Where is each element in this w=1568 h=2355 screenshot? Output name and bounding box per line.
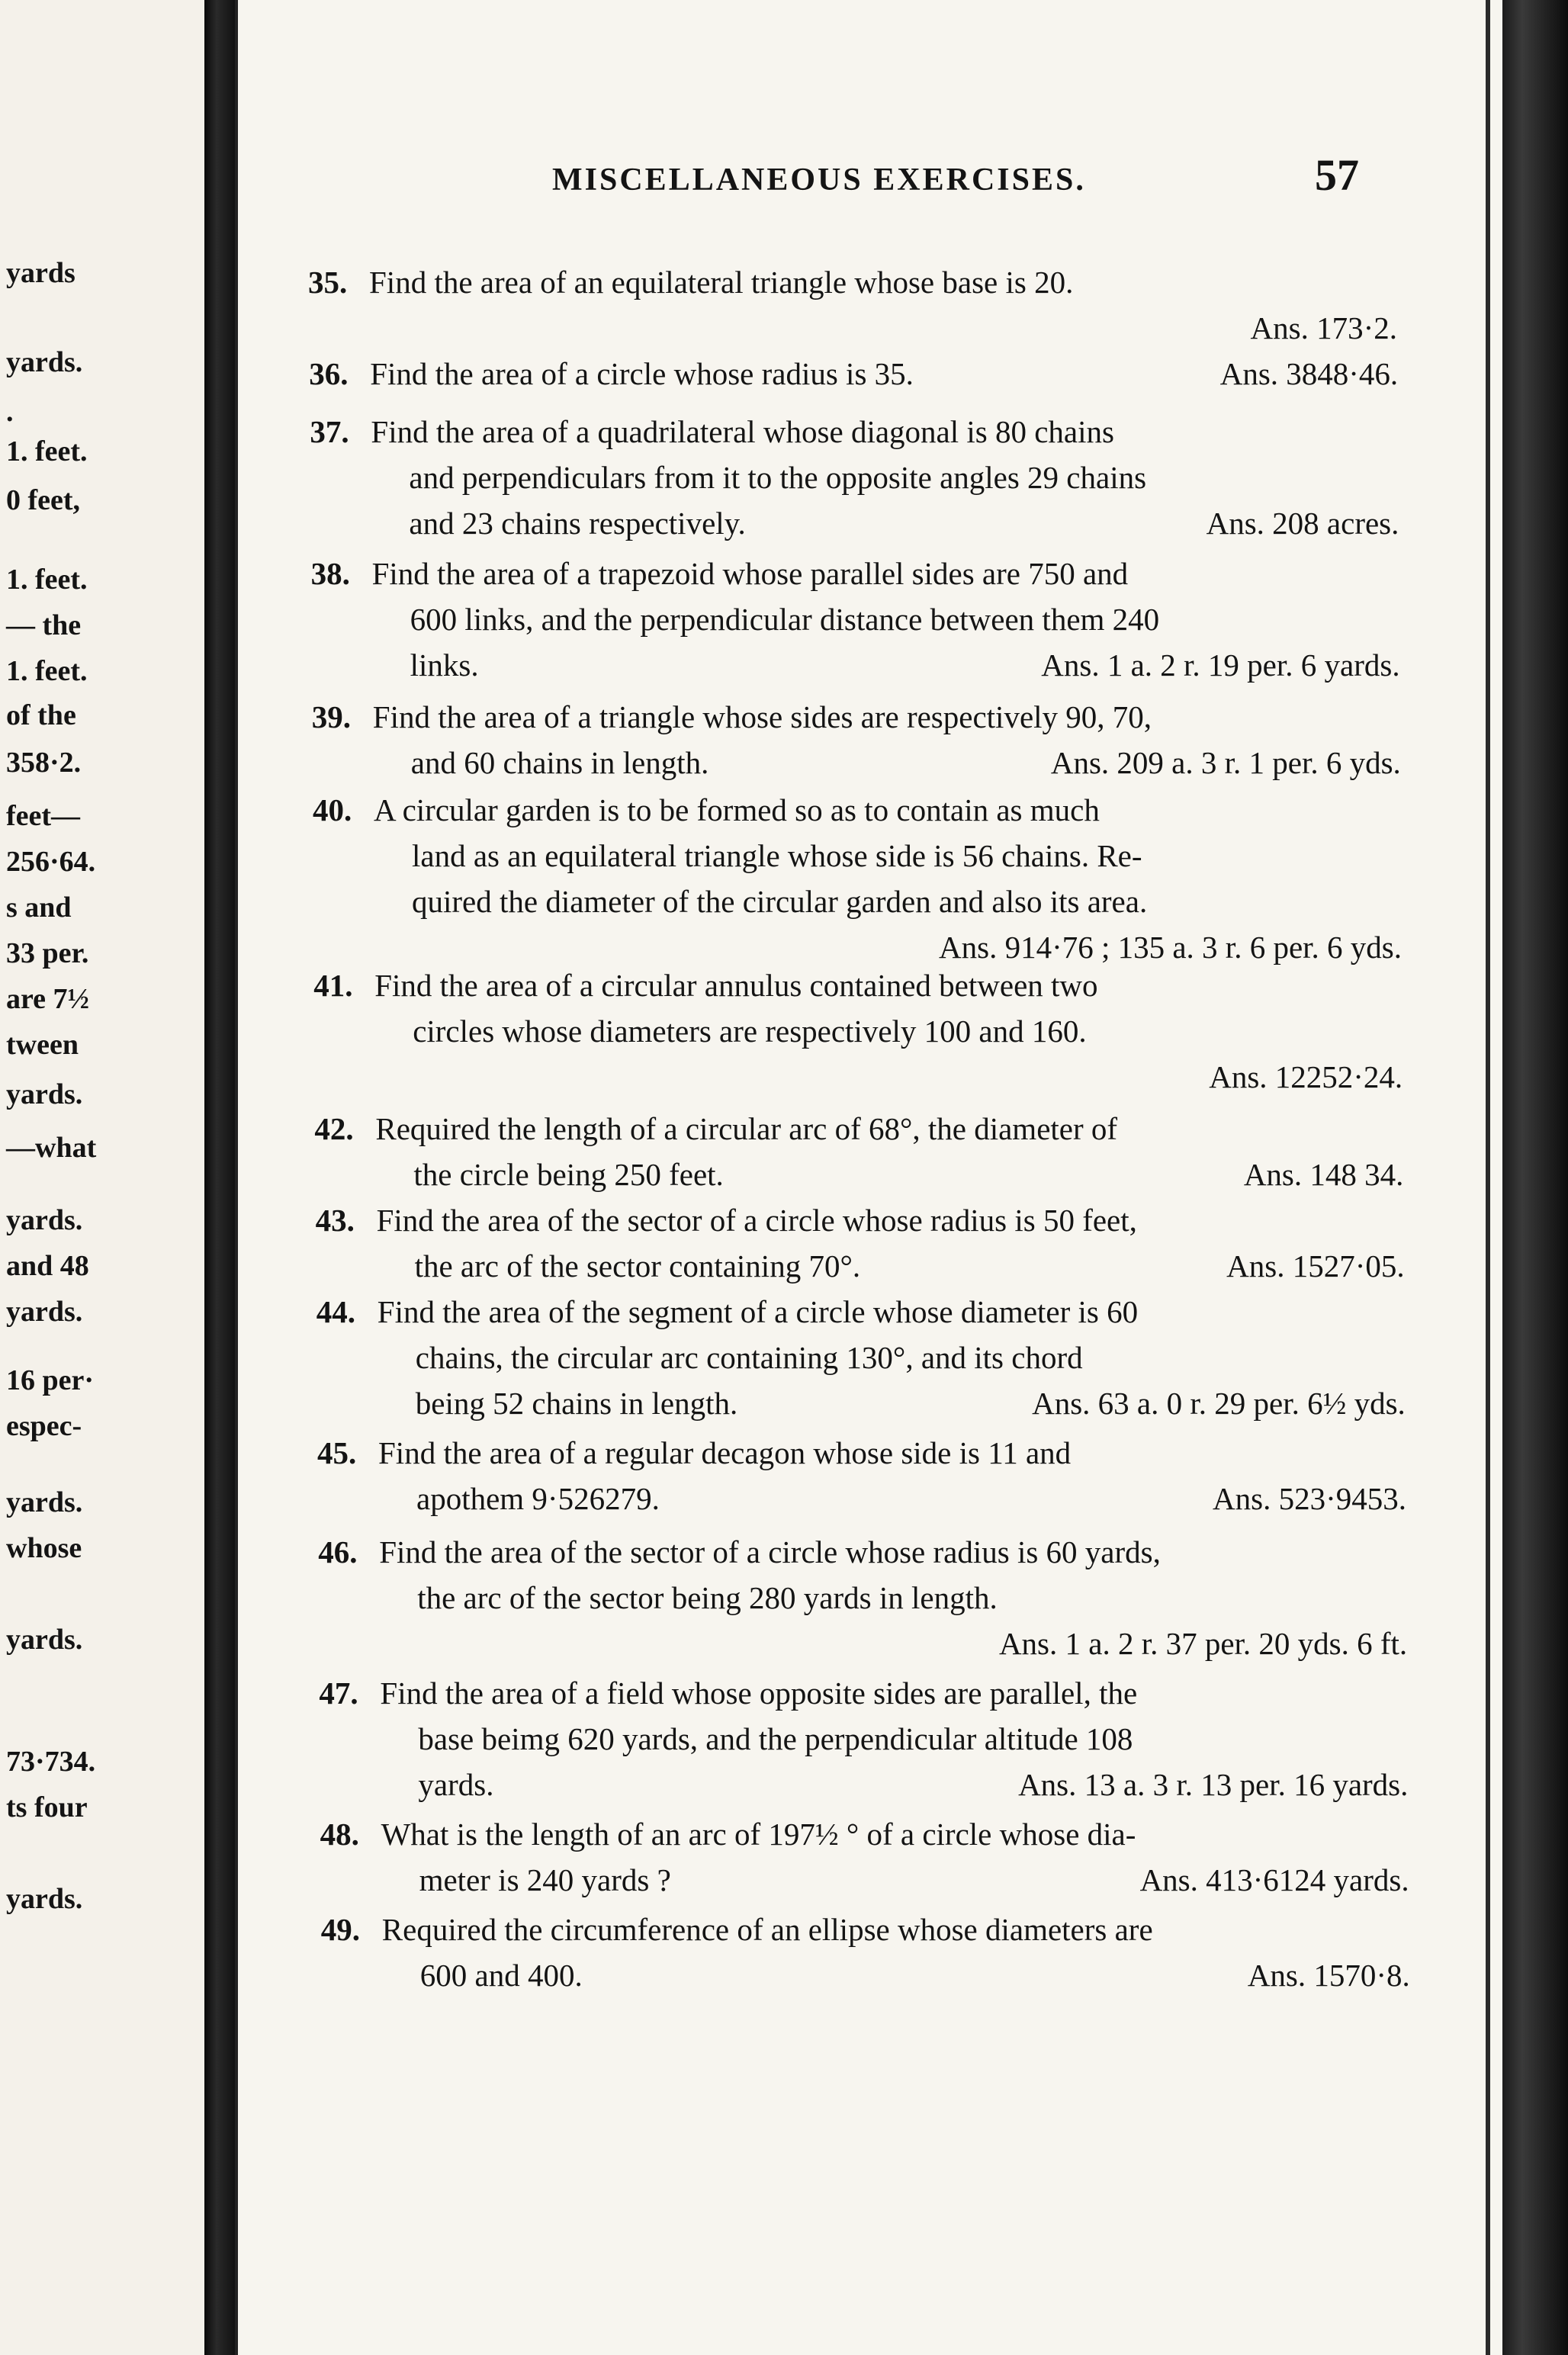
exercise-answer: Ans. 3848·46. [1219,356,1399,391]
exercise-number: 48. [320,1817,359,1852]
exercise-line [313,879,1402,924]
exercise-text: Find the area of a quadrilateral whose diagonal is 80 chains [371,414,1114,449]
exercise-number: 39. [311,699,352,734]
exercise-item [320,1811,1409,1903]
exercise-line [318,1575,1407,1621]
exercise-number: 46. [318,1534,358,1569]
exercise-item [318,1529,1407,1666]
exercise-text: and 23 chains respectively. [409,506,746,541]
exercise-line [319,1670,1408,1716]
exercise-item [316,1197,1405,1289]
exercise-line [314,1152,1403,1197]
exercise-line [316,1197,1405,1243]
exercise-text: chains, the circular arc containing 130°, and its chord [415,1340,1083,1375]
left-page-fragment: — the [6,609,82,641]
exercise-text: Find the area of a circular annulus contained between two [374,968,1098,1003]
exercise-line [308,305,1397,351]
exercise-line [310,455,1399,500]
exercise-number: 44. [316,1294,356,1329]
exercise-number: 40. [313,792,352,827]
exercise-answer: Ans. 413·6124 yards. [1139,1862,1409,1897]
exercise-text: What is the length of an arc of 197½ ° of a circle whose dia- [381,1817,1136,1852]
scan-edge [1502,0,1568,2355]
exercise-number: 47. [319,1675,358,1711]
exercise-text: meter is 240 yards ? [419,1862,671,1897]
exercise-text: quired the diameter of the circular garden and also its area. [412,884,1148,919]
left-page-fragment: yards. [6,1204,83,1236]
left-page-fragment: —what [6,1132,97,1164]
exercise-text: the arc of the sector containing 70°. [414,1248,861,1284]
exercise-answer: Ans. 148 34. [1243,1157,1404,1192]
exercise-text: Find the area of a trapezoid whose parallel sides are 750 and [371,556,1129,591]
left-facing-page [0,0,209,2355]
exercise-number: 35. [308,265,348,300]
left-page-fragment: whose [6,1532,82,1564]
exercise-answer: Ans. 1570·8. [1247,1958,1410,1993]
exercise-line [313,787,1402,833]
exercise-item [310,409,1399,546]
exercise-line [313,833,1402,879]
exercise-line [318,1529,1407,1575]
exercise-line [321,1952,1410,1998]
exercise-number: 37. [310,414,349,449]
left-page-fragment: yards. [6,1296,83,1328]
left-page-fragment: of the [6,699,76,731]
left-page-fragment: feet— [6,800,81,832]
left-page-fragment: . [6,396,14,428]
exercise-line [312,694,1401,740]
exercise-line [311,642,1400,688]
exercise-answer: Ans. 1 a. 2 r. 37 per. 20 yds. 6 ft. [998,1626,1408,1661]
exercise-item [319,1670,1408,1807]
exercise-answer: Ans. 173·2. [1250,310,1397,345]
exercise-line [316,1380,1406,1426]
left-page-fragment: 73·734. [6,1746,96,1778]
exercise-text: 600 and 400. [419,1958,583,1993]
page-number: 57 [1315,150,1359,200]
exercise-line [320,1857,1409,1903]
exercise-line [320,1811,1409,1857]
exercise-text: apothem 9·526279. [416,1481,660,1516]
running-head: MISCELLANEOUS EXERCISES. [552,162,1086,198]
exercise-answer: Ans. 13 a. 3 r. 13 per. 16 yards. [1018,1767,1409,1802]
exercise-number: 36. [309,356,349,391]
exercise-text: Required the length of a circular arc of 68°, the diameter of [375,1111,1118,1146]
exercise-item [321,1907,1410,1998]
exercise-line [310,500,1399,546]
exercise-text: Find the area of the sector of a circle whose radius is 60 yards, [379,1534,1161,1569]
left-page-fragment: yards. [6,1078,83,1110]
exercise-item [309,351,1398,397]
exercise-line [308,259,1397,305]
left-page-fragment: are 7½ [6,983,90,1015]
exercise-text: and 60 chains in length. [410,745,709,780]
left-page-fragment: 16 per· [6,1364,95,1396]
exercise-item [316,1289,1406,1426]
exercise-text: A circular garden is to be formed so as to contain as much [374,792,1100,827]
page-edge-line [1486,0,1490,2355]
exercise-text: Find the area of an equilateral triangle whose base is 20. [369,265,1074,300]
exercise-answer: Ans. 523·9453. [1213,1481,1406,1516]
exercise-line [311,596,1400,642]
exercise-line [313,1054,1403,1100]
exercise-line [316,1289,1406,1335]
exercise-line [316,1335,1406,1380]
exercise-answer: Ans. 12252·24. [1209,1059,1403,1094]
exercise-text: being 52 chains in length. [415,1386,738,1421]
exercise-number: 49. [320,1912,361,1947]
exercise-number: 41. [313,968,353,1003]
exercise-text: Find the area of the segment of a circle whose diameter is 60 [377,1294,1139,1329]
exercise-answer: Ans. 63 a. 0 r. 29 per. 6½ yds. [1032,1386,1406,1421]
exercise-answer: Ans. 208 acres. [1206,506,1399,541]
exercise-item [314,1106,1403,1197]
exercise-answer: Ans. 914·76 ; 135 a. 3 r. 6 per. 6 yds. [939,930,1402,965]
exercise-line [318,1621,1407,1666]
exercise-text: Find the area of a regular decagon whose side is 11 and [378,1435,1072,1470]
exercise-text: Find the area of a triangle whose sides are respectively 90, 70, [372,699,1152,734]
exercise-line [314,1106,1403,1152]
exercise-item [313,787,1402,970]
exercise-item [313,962,1403,1100]
left-page-fragment: yards. [6,1883,83,1915]
exercise-item [317,1430,1406,1521]
exercise-line [319,1762,1408,1807]
left-page-fragment: yards [6,257,76,289]
left-page-fragment: tween [6,1029,79,1061]
left-page-fragment: 0 feet, [6,484,81,516]
exercise-text: circles whose diameters are respectively 100 and 160. [413,1014,1087,1049]
exercise-number: 45. [317,1435,357,1470]
exercise-line [312,740,1401,786]
exercise-text: Find the area of a circle whose radius is 35. [370,356,914,391]
exercise-number: 42. [314,1111,354,1146]
exercise-text: links. [410,647,479,683]
exercise-line [311,551,1400,596]
exercise-line [313,1008,1403,1054]
exercise-answer: Ans. 1 a. 2 r. 19 per. 6 yards. [1041,647,1400,683]
left-page-fragment: yards. [6,346,83,378]
exercise-line [313,962,1403,1008]
exercise-text: 600 links, and the perpendicular distance between them 240 [410,602,1160,637]
exercise-text: Find the area of a field whose opposite sides are parallel, the [380,1675,1138,1711]
exercise-text: yards. [418,1767,494,1802]
left-page-fragment: 33 per. [6,937,89,969]
left-page-fragment: yards. [6,1624,83,1656]
exercise-text: the circle being 250 feet. [413,1157,724,1192]
left-page-fragment: 1. feet. [6,564,88,596]
exercise-line [317,1476,1406,1521]
exercise-line [321,1907,1410,1952]
exercise-text: Find the area of the sector of a circle whose radius is 50 feet, [376,1203,1137,1238]
exercise-line [319,1716,1408,1762]
exercise-item [311,551,1400,688]
left-page-fragment: ts four [6,1791,88,1823]
exercise-answer: Ans. 1527·05. [1226,1248,1405,1284]
exercise-number: 38. [310,556,350,591]
exercise-line [310,409,1399,455]
exercise-line [309,351,1398,397]
exercise-text: land as an equilateral triangle whose side is 56 chains. Re- [412,838,1142,873]
book-gutter [204,0,235,2355]
left-page-fragment: 1. feet. [6,435,88,467]
exercise-text: Required the circumference of an ellipse whose diameters are [381,1912,1153,1947]
exercise-line [316,1243,1405,1289]
left-page-fragment: 358·2. [6,747,82,779]
left-page-fragment: espec- [6,1410,82,1442]
left-page-fragment: yards. [6,1486,83,1518]
exercise-text: the arc of the sector being 280 yards in length. [417,1580,998,1615]
right-page [235,0,1505,2355]
left-page-fragment: 1. feet. [6,655,88,687]
exercise-text: and perpendiculars from it to the opposite angles 29 chains [409,460,1147,495]
exercise-item [312,694,1401,786]
exercise-number: 43. [315,1203,355,1238]
left-page-fragment: s and [6,892,72,924]
exercise-text: base beimg 620 yards, and the perpendicular altitude 108 [418,1721,1133,1756]
exercise-answer: Ans. 209 a. 3 r. 1 per. 6 yds. [1050,745,1401,780]
exercise-line [317,1430,1406,1476]
exercise-item [308,259,1397,351]
left-page-fragment: 256·64. [6,846,96,878]
left-page-fragment: and 48 [6,1250,89,1282]
